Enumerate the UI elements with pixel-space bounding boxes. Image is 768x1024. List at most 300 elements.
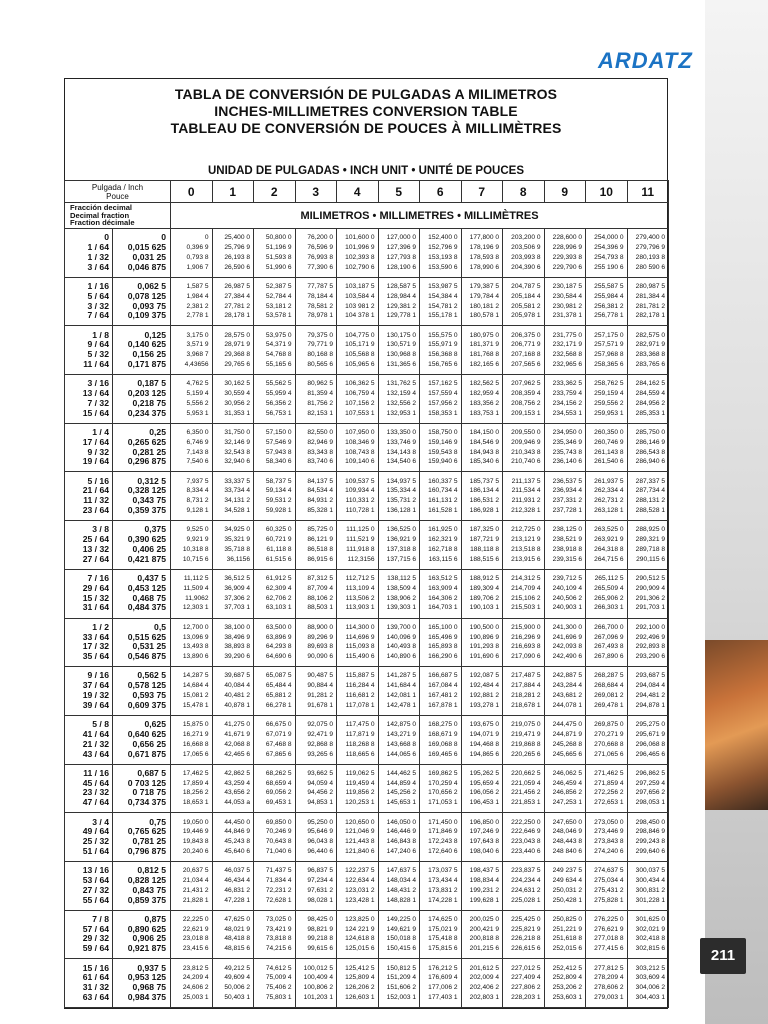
mm-cell-value: 26,193 8 (224, 253, 250, 261)
fraction-cell-value: 7 / 64 (87, 310, 109, 321)
mm-cell-value: 269,875 0 (594, 721, 624, 729)
mm-cell-value: 56,753 1 (265, 409, 292, 417)
mm-cell (295, 375, 337, 424)
mm-cell-value: 300,434 4 (635, 876, 665, 884)
mm-cell-value: 219,075 0 (511, 721, 541, 729)
mm-cell (586, 326, 628, 375)
mm-cell-value: 213,121 9 (511, 536, 541, 544)
mm-cell-value: 80,565 6 (307, 361, 333, 369)
mm-cell-value: 225,821 9 (511, 925, 541, 933)
mm-cell-value: 38,100 0 (224, 623, 250, 631)
fraction-cell (65, 277, 113, 326)
mm-cell-value: 295,671 9 (635, 730, 665, 738)
mm-cell (212, 569, 254, 618)
mm-cell-value: 9,525 0 (186, 526, 209, 534)
mm-cell-value: 268,287 5 (594, 672, 624, 680)
mm-cell-value: 233,759 4 (552, 390, 582, 398)
mm-header-row (65, 203, 669, 229)
side-photo-strip (705, 640, 768, 810)
mm-cell-value: 156,765 6 (428, 361, 458, 369)
mm-cell-value: 270,271 9 (594, 730, 624, 738)
fraction-cell (65, 813, 113, 862)
mm-cell-value: 278,209 4 (594, 974, 624, 982)
mm-cell-value: 260,350 0 (594, 429, 624, 436)
mm-cell-value: 117,475 0 (345, 721, 375, 729)
mm-cell-value: 105,171 9 (345, 341, 375, 349)
inch-unit-header: 3 (295, 181, 337, 203)
table-row (65, 861, 669, 910)
mm-cell-value: 222,250 0 (511, 818, 541, 826)
inch-label-line: Pouce (106, 191, 129, 201)
mm-cell-value: 80,168 8 (307, 351, 333, 359)
mm-cell-value: 291,306 2 (635, 594, 665, 602)
mm-cell-value: 61,912 5 (265, 575, 292, 583)
mm-cell-value: 65,087 5 (265, 672, 292, 680)
inch-unit-header: 8 (503, 181, 545, 203)
mm-cell (627, 618, 669, 667)
mm-cell-value: 109,934 4 (345, 487, 375, 495)
mm-cell (544, 521, 586, 570)
mm-cell-value: 109,537 5 (345, 477, 375, 485)
mm-cell-value: 136,525 0 (386, 526, 416, 534)
mm-cell-value: 211,137 5 (511, 477, 541, 485)
mm-cell-value: 282,971 9 (635, 341, 665, 349)
mm-cell (378, 959, 420, 1008)
mm-cell-value: 252,412 5 (552, 964, 582, 972)
decimal-cell-value: 0,312 5 (137, 475, 166, 486)
mm-cell-value: 186,134 4 (469, 487, 499, 495)
mm-cell (586, 910, 628, 959)
mm-cell-value: 136,921 9 (386, 536, 416, 544)
mm-cell-value: 122,634 4 (345, 876, 375, 884)
mm-cell-value: 37,703 1 (224, 604, 250, 612)
mm-cell-value: 154,781 2 (428, 302, 458, 310)
mm-cell-value: 76,596 9 (307, 244, 333, 252)
mm-cell-value: 241,696 9 (552, 633, 582, 641)
mm-cell-value: 255,587 5 (594, 282, 624, 290)
table-row (65, 521, 669, 570)
decimal-cell-value: 0,562 5 (137, 670, 166, 681)
mm-cell-value: 282,575 0 (635, 331, 665, 339)
mm-cell-value: 196,850 0 (469, 818, 499, 826)
mm-cell-value: 12,303 1 (182, 604, 209, 612)
mm-cell-value: 258,762 5 (594, 380, 624, 388)
mm-cell-value: 21,034 4 (182, 876, 209, 884)
mm-cell-value: 218,281 2 (511, 692, 541, 700)
mm-cell (212, 229, 254, 278)
fraction-cell-value: 5 / 16 (87, 475, 109, 486)
mm-cell-value: 228,600 0 (552, 234, 582, 242)
mm-cell-value: 219,868 8 (511, 740, 541, 748)
mm-cell-value: 208,756 2 (511, 399, 541, 407)
mm-cell (254, 910, 296, 959)
mm-cell-value: 186,531 2 (469, 497, 499, 505)
mm-cell-value: 169,862 5 (428, 769, 458, 777)
title-en: INCHES-MILLIMETRES CONVERSION TABLE (214, 103, 518, 119)
table-row (65, 667, 669, 716)
mm-cell-value: 69,453 1 (265, 799, 292, 807)
mm-cell-value: 25,400 0 (224, 234, 250, 242)
mm-cell-value: 194,071 9 (469, 730, 499, 738)
mm-cell-value: 265,906 2 (594, 594, 624, 602)
decimal-cell-value: 0,578 125 (127, 680, 166, 691)
fraction-cell-value: 45 / 64 (82, 777, 109, 788)
decimal-cell (113, 326, 171, 375)
mm-cell-value: 170,259 4 (428, 779, 458, 787)
mm-cell-value: 83,343 8 (307, 448, 333, 456)
fraction-cell (65, 569, 113, 618)
fraction-cell (65, 618, 113, 667)
decimal-cell (113, 375, 171, 424)
decimal-cell-value: 0,796 875 (127, 845, 166, 856)
mm-cell-value: 254,000 0 (594, 234, 624, 242)
mm-cell-value: 125,412 5 (345, 964, 375, 972)
mm-cell (212, 521, 254, 570)
mm-cell-value: 66,278 1 (265, 701, 292, 709)
mm-cell-value: 282,178 1 (635, 312, 665, 320)
fraction-cell-value: 1 / 4 (92, 427, 109, 437)
mm-cell-value: 82,153 1 (307, 409, 333, 417)
mm-cell-value: 59,531 2 (265, 497, 292, 505)
mm-cell-value: 90,090 6 (307, 653, 333, 661)
mm-cell (337, 959, 379, 1008)
mm-cell (295, 715, 337, 764)
decimal-cell-value: 0,953 125 (127, 972, 166, 983)
mm-cell (627, 229, 669, 278)
mm-cell-value: 111,125 0 (346, 526, 375, 534)
mm-cell (337, 813, 379, 862)
mm-cell (627, 423, 669, 472)
mm-cell (586, 521, 628, 570)
decimal-cell (113, 715, 171, 764)
decimal-cell-value: 0,906 25 (132, 933, 166, 944)
mm-cell (420, 910, 462, 959)
mm-cell (378, 423, 420, 472)
mm-cell-value: 98,821 9 (307, 925, 333, 933)
mm-cell-value: 51,593 8 (265, 253, 292, 261)
fraction-label-line: Decimal fraction (70, 210, 130, 220)
mm-cell-value: 290,909 4 (635, 584, 665, 592)
mm-cell-value: 99,218 8 (307, 935, 333, 943)
mm-cell (254, 667, 296, 716)
decimal-cell-value: 0,390 625 (127, 534, 166, 545)
fraction-cell-value: 25 / 64 (82, 534, 109, 545)
mm-cell-value: 111,918 8 (346, 545, 375, 553)
mm-cell-value: 121,840 6 (345, 847, 375, 855)
inch-label-line: Pulgada / Inch (91, 182, 144, 192)
mm-cell-value: 203,200 0 (511, 234, 541, 242)
mm-cell-value: 190,896 9 (469, 633, 499, 641)
mm-cell-value: 183,356 2 (469, 399, 499, 407)
decimal-cell-value: 0,593 75 (132, 690, 166, 701)
mm-cell-value: 62,706 2 (265, 594, 292, 602)
mm-cell-value: 58,340 6 (265, 458, 292, 466)
mm-cell-value: 100,806 2 (303, 984, 333, 992)
mm-cell-value: 51,990 6 (265, 263, 292, 271)
mm-cell-value: 256,778 1 (594, 312, 624, 320)
mm-cell-value: 277,415 6 (594, 945, 624, 953)
mm-cell (171, 375, 213, 424)
inch-unit-header: 2 (254, 181, 296, 203)
fraction-cell-value: 7 / 32 (87, 397, 109, 408)
mm-cell (544, 667, 586, 716)
mm-cell-value: 36,909 4 (224, 584, 250, 592)
fraction-cell-value: 53 / 64 (82, 874, 109, 885)
fraction-label-line: Fracción decimal (70, 202, 133, 212)
mm-cell (171, 618, 213, 667)
mm-cell-value: 68,262 5 (265, 769, 292, 777)
mm-cell-value: 251,618 8 (552, 935, 582, 943)
mm-cell (627, 375, 669, 424)
mm-cell-value: 34,925 0 (224, 526, 250, 534)
inch-unit-header: 11 (627, 181, 669, 203)
mm-cell-value: 210,740 6 (511, 458, 541, 466)
mm-cell (503, 861, 545, 910)
mm-cell (544, 861, 586, 910)
mm-cell-value: 126,603 1 (345, 993, 375, 1001)
mm-cell-value: 138,509 4 (386, 584, 416, 592)
mm-cell-value: 91,281 2 (307, 692, 333, 700)
fraction-cell-value: 37 / 64 (82, 680, 109, 691)
mm-cell-value: 222,646 9 (511, 828, 541, 836)
decimal-cell-value: 0,921 875 (127, 943, 166, 954)
decimal-cell-value: 0,156 25 (132, 349, 166, 360)
mm-cell (171, 229, 213, 278)
fraction-cell-value: 13 / 32 (82, 543, 109, 554)
mm-cell-value: 126,206 2 (345, 984, 375, 992)
mm-cell-value: 275,431 2 (594, 886, 624, 894)
mm-cell-value: 287,734 4 (635, 487, 665, 495)
mm-cell-value: 274,240 6 (594, 847, 624, 855)
mm-cell-value: 287,337 5 (635, 477, 665, 485)
fraction-cell-value: 1 / 2 (92, 621, 109, 632)
mm-cell-value: 284,162 5 (635, 380, 665, 388)
mm-cell-value: 180,975 0 (469, 331, 499, 339)
mm-cell-value: 101,203 1 (303, 993, 333, 1001)
mm-cell-value: 234,156 2 (552, 399, 582, 407)
mm-cell-value: 271,859 4 (594, 779, 624, 787)
mm-cell-value: 108,346 9 (345, 438, 375, 446)
mm-cell-value: 294,481 2 (635, 692, 665, 700)
mm-cell-value: 261,540 6 (594, 458, 624, 466)
mm-cell (254, 375, 296, 424)
mm-cell-value: 213,518 8 (511, 545, 541, 553)
mm-cell-value: 268,684 4 (594, 682, 624, 690)
fraction-cell-value: 27 / 64 (82, 553, 109, 564)
decimal-cell-value: 0,546 875 (127, 651, 166, 662)
mm-cell-value: 155,178 1 (428, 312, 458, 320)
mm-cell-value: 94,456 2 (307, 789, 333, 797)
mm-cell-value: 131,762 5 (386, 380, 416, 388)
mm-cell-value: 237,728 1 (552, 507, 582, 515)
mm-cell-value: 60,721 9 (265, 536, 292, 544)
mm-cell-value: 247,253 1 (552, 799, 582, 807)
fraction-cell (65, 667, 113, 716)
mm-cell (295, 667, 337, 716)
mm-cell-value: 171,450 0 (428, 818, 458, 826)
mm-cell-value: 267,096 9 (594, 633, 624, 641)
mm-cell-value: 280 590 6 (635, 263, 665, 271)
mm-cell-value: 232,568 8 (552, 351, 582, 359)
mm-cell-value: 130,175 0 (386, 331, 416, 339)
mm-cell-value: 166,687 5 (428, 672, 458, 680)
mm-cell (295, 861, 337, 910)
mm-cell-value: 207,962 5 (511, 380, 541, 388)
side-decoration-panel (705, 0, 768, 1024)
mm-cell-value: 6,746 9 (186, 438, 209, 446)
mm-cell-value: 277,018 8 (594, 935, 624, 943)
mm-cell-value: 24,209 4 (182, 974, 209, 982)
mm-cell-value: 153,987 5 (428, 282, 458, 290)
mm-cell (212, 764, 254, 813)
mm-cell (461, 375, 503, 424)
mm-cell-value: 238,918 8 (552, 545, 582, 553)
mm-cell-value: 292,100 0 (635, 623, 665, 631)
mm-cell-value: 149,225 0 (386, 915, 416, 923)
mm-cell-value: 46,434 4 (224, 876, 250, 884)
mm-cell-value: 169,068 8 (428, 740, 458, 748)
mm-cell-value: 207,565 6 (511, 361, 541, 369)
mm-cell-value: 298,450 0 (635, 818, 665, 826)
mm-cell-value: 64,293 8 (265, 643, 292, 651)
mm-cell-value: 209,550 0 (511, 429, 541, 436)
mm-cell-value: 97,234 4 (307, 876, 333, 884)
mm-cell-value: 60,325 0 (265, 526, 292, 534)
decimal-cell-value: 0,25 (149, 427, 166, 437)
mm-cell-value: 44,053 a (224, 799, 250, 807)
mm-cell (378, 910, 420, 959)
mm-cell-value: 88,900 0 (307, 623, 333, 631)
mm-cell (378, 618, 420, 667)
mm-cell-value: 182,959 4 (469, 390, 499, 398)
mm-cell (503, 375, 545, 424)
mm-cell (171, 861, 213, 910)
mm-cell (544, 569, 586, 618)
mm-cell-value: 139,700 0 (386, 623, 416, 631)
mm-cell-value: 37,306 2 (224, 594, 250, 602)
mm-cell-value: 223,837 5 (511, 867, 541, 875)
mm-cell-value: 21,431 2 (182, 886, 209, 894)
mm-cell-value: 163,512 5 (428, 575, 458, 583)
mm-cell-value: 89,296 9 (307, 633, 333, 641)
decimal-cell-value: 0,109 375 (127, 310, 166, 321)
mm-cell-value: 144,065 6 (386, 750, 416, 758)
mm-cell-value: 53,975 0 (265, 331, 292, 339)
mm-cell-value: 205,581 2 (511, 302, 541, 310)
mm-cell-value: 229,790 6 (552, 263, 582, 271)
table-row (65, 618, 669, 667)
mm-cell-value: 265,509 4 (594, 584, 624, 592)
mm-cell-value: 159,146 9 (428, 438, 458, 446)
mm-cell-value: 31,750 0 (224, 429, 250, 436)
mm-cell (420, 472, 462, 521)
mm-cell-value: 107,950 0 (345, 429, 375, 436)
mm-cell-value: 119,062 5 (345, 769, 375, 777)
mm-cell (295, 423, 337, 472)
mm-cell-value: 59,134 4 (265, 487, 292, 495)
mm-cell-value: 260,746 9 (594, 438, 624, 446)
mm-cell-value: 135,334 4 (386, 487, 416, 495)
mm-cell-value: 175,418 8 (428, 935, 458, 943)
mm-cell-value: 228,203 1 (511, 993, 541, 1001)
mm-cell-value: 231,378 1 (552, 312, 582, 320)
mm-cell-value: 53,578 1 (265, 312, 292, 320)
mm-cell-value: 212,328 1 (511, 507, 541, 515)
mm-cell-value: 68,659 4 (265, 779, 292, 787)
mm-cell-value: 121,443 8 (345, 838, 375, 846)
mm-cell (254, 326, 296, 375)
mm-cell (254, 618, 296, 667)
unit-line: UNIDAD DE PULGADAS • INCH UNIT • UNITÉ DE POUCES (207, 165, 524, 177)
mm-cell (337, 715, 379, 764)
mm-cell-value: 118,268 8 (345, 740, 375, 748)
mm-cell-value: 42,068 8 (224, 740, 250, 748)
mm-cell-value: 78,978 1 (307, 312, 333, 320)
mm-cell-value: 257,571 9 (594, 341, 624, 349)
mm-cell-value: 54,371 9 (265, 341, 292, 349)
mm-cell-value: 223,440 6 (511, 847, 541, 855)
mm-cell-value: 9,921 9 (186, 536, 209, 544)
mm-cell (295, 813, 337, 862)
mm-cell (295, 277, 337, 326)
mm-cell (586, 277, 628, 326)
mm-cell-value: 217,090 6 (511, 653, 541, 661)
mm-cell-value: 90,487 5 (307, 672, 333, 680)
mm-cell-value: 5,556 2 (186, 399, 209, 407)
fraction-cell-value: 3 / 32 (87, 300, 109, 311)
mm-cell-value: 196,056 2 (469, 789, 499, 797)
mm-cell-value: 283,765 6 (635, 361, 665, 369)
mm-cell-value: 50,006 2 (224, 984, 250, 992)
mm-cell-value: 48,418 8 (224, 935, 250, 943)
mm-cell-value: 19,446 9 (182, 828, 209, 836)
mm-cell (503, 423, 545, 472)
mm-cell-value: 90,884 4 (307, 682, 333, 690)
mm-cell-value: 50,800 0 (265, 234, 292, 242)
mm-cell-value: 92,471 9 (307, 730, 333, 738)
mm-cell-value: 23,018 8 (182, 935, 209, 943)
mm-cell-value: 248,443 8 (552, 838, 582, 846)
mm-cell-value: 119,459 4 (345, 779, 375, 787)
mm-cell-value: 33,734 4 (224, 487, 250, 495)
mm-cell-value: 173,037 5 (428, 867, 458, 875)
mm-cell-value: 41,275 0 (224, 721, 250, 729)
mm-cell (627, 667, 669, 716)
mm-cell-value: 242,093 8 (552, 643, 582, 651)
mm-cell (420, 229, 462, 278)
mm-cell-value: 206,771 9 (511, 341, 541, 349)
mm-cell-value: 143,668 8 (386, 740, 416, 748)
mm-cell-value: 289,321 9 (635, 536, 665, 544)
mm-cell-value: 286,146 9 (635, 438, 665, 446)
mm-cell (171, 959, 213, 1008)
mm-cell-value: 101,996 9 (345, 244, 375, 252)
mm-cell (337, 375, 379, 424)
mm-cell-value: 165,496 9 (428, 633, 458, 641)
mm-cell-value: 138,112 5 (387, 575, 416, 583)
mm-cell-value: 62,309 4 (265, 584, 292, 592)
mm-cell-value: 187,325 0 (469, 526, 499, 534)
mm-cell-value: 169,465 6 (428, 750, 458, 758)
mm-cell-value: 198,437 5 (469, 867, 499, 875)
decimal-cell-value: 0,687 5 (137, 767, 166, 778)
mm-cell-value: 226,218 8 (511, 935, 541, 943)
mm-cell-value: 125,015 6 (345, 945, 375, 953)
mm-cell (171, 472, 213, 521)
decimal-cell (113, 910, 171, 959)
decimal-cell-value: 0,875 (144, 913, 166, 924)
decimal-cell-value: 0 718 75 (132, 787, 166, 798)
